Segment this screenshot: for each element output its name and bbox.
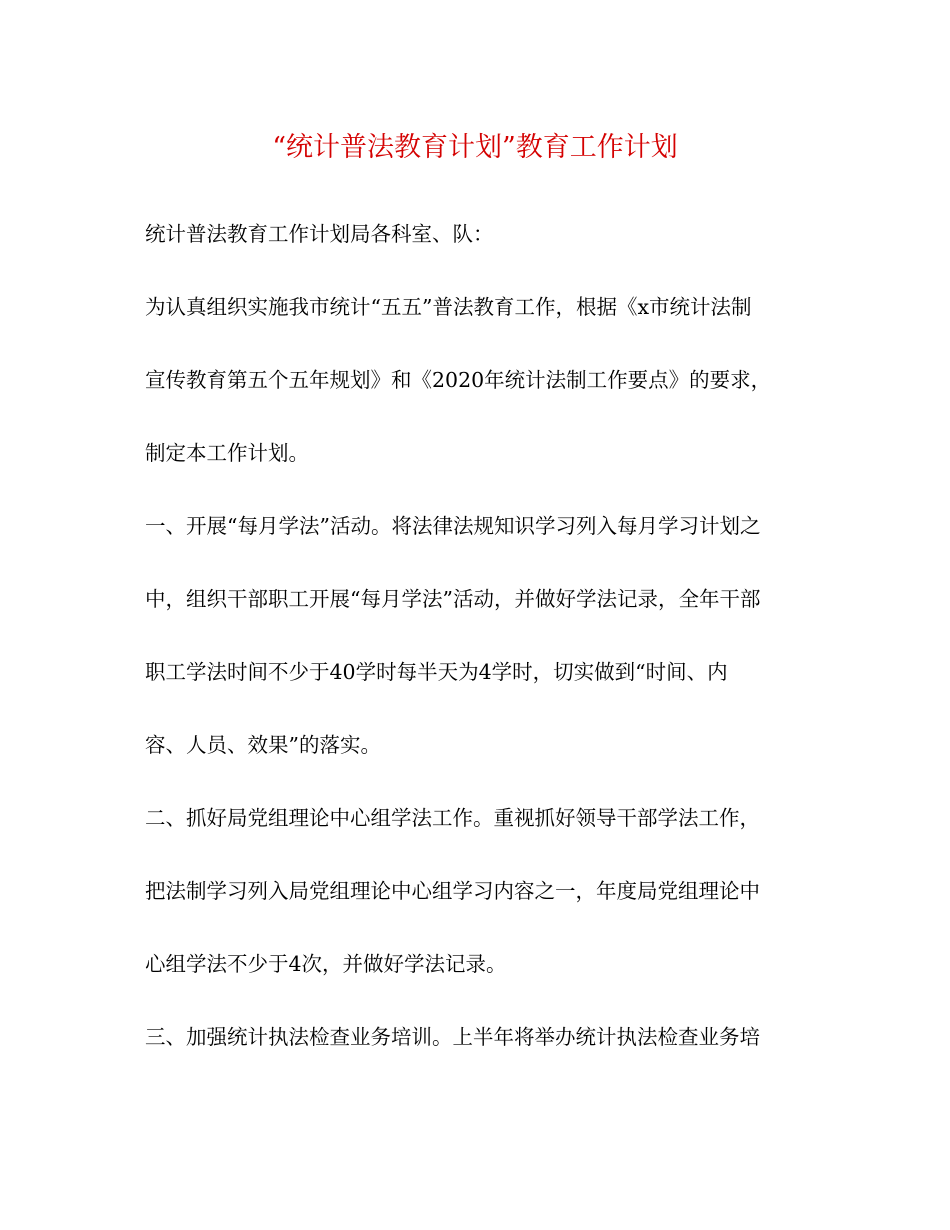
- body-line: 二、抓好局党组理论中心组学法工作。重视抓好领导干部学法工作，: [145, 806, 760, 830]
- salutation-line: 统计普法教育工作计划局各科室、队：: [145, 222, 494, 246]
- body-line: 心组学法不少于4次，并做好学法记录。: [145, 952, 507, 976]
- body-line: 职工学法时间不少于40学时每半天为4学时，切实做到“时间、内: [145, 660, 728, 684]
- body-line: 宣传教育第五个五年规划》和《2020年统计法制工作要点》的要求，: [145, 368, 772, 392]
- body-line: 为认真组织实施我市统计“五五”普法教育工作，根据《x市统计法制: [145, 295, 752, 319]
- body-line: 三、加强统计执法检查业务培训。上半年将举办统计执法检查业务培: [145, 1025, 760, 1049]
- body-line: 制定本工作计划。: [145, 441, 309, 465]
- body-line: 把法制学习列入局党组理论中心组学习内容之一，年度局党组理论中: [145, 879, 760, 903]
- body-line: 容、人员、效果”的落实。: [145, 733, 381, 757]
- body-line: 一、开展“每月学法”活动。将法律法规知识学习列入每月学习计划之: [145, 514, 761, 538]
- body-line: 中，组织干部职工开展“每月学法”活动，并做好学法记录，全年干部: [145, 587, 761, 611]
- document-title: “统计普法教育计划”教育工作计划: [272, 132, 678, 163]
